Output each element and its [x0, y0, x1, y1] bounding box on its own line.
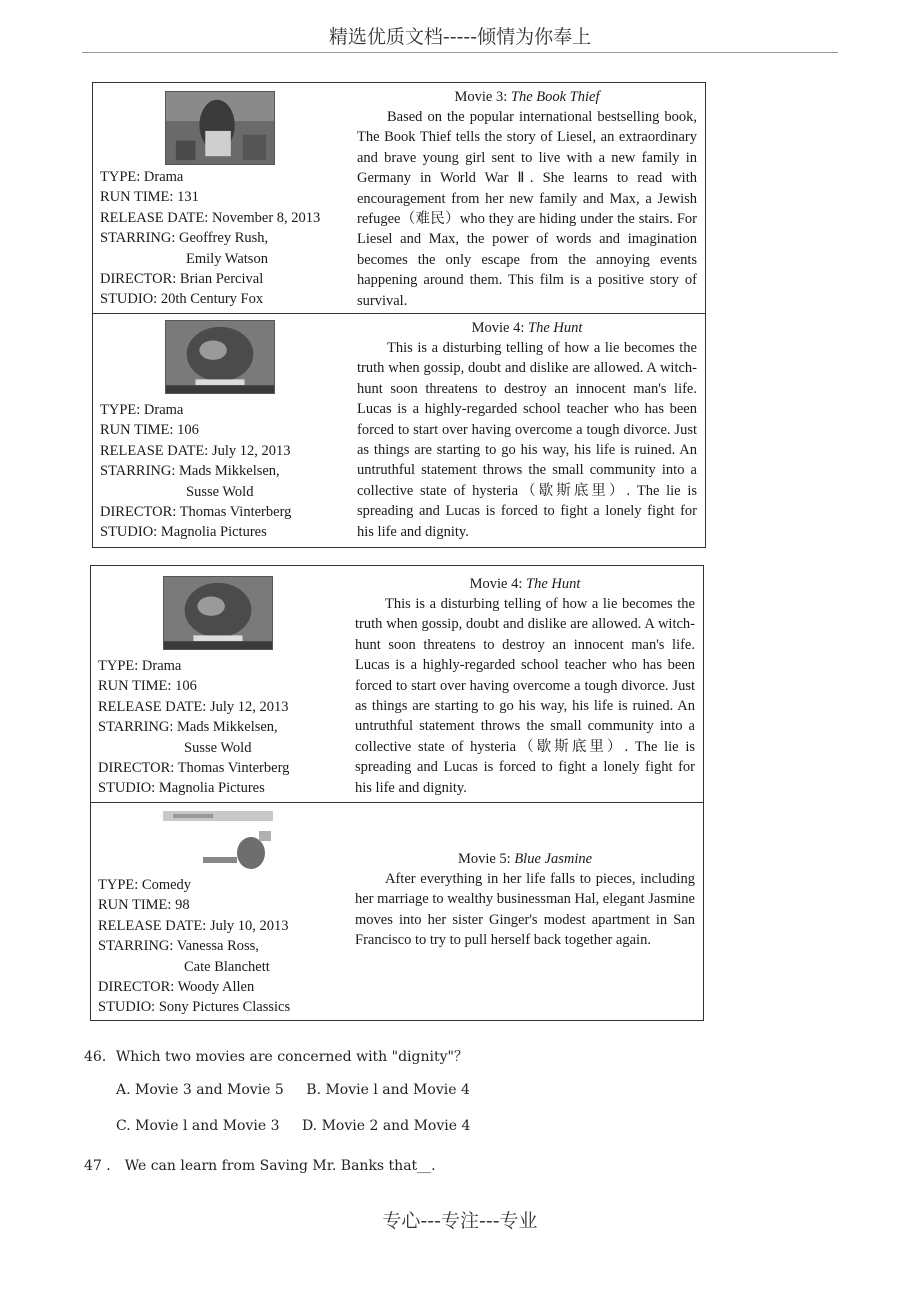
movie-type: TYPE: Drama: [100, 169, 184, 185]
movie-studio: STUDIO: Magnolia Pictures: [98, 780, 265, 797]
movie-title: [355, 574, 695, 594]
question-47: 47 ． We can learn from Saving Mr. Banks that__.: [84, 1158, 436, 1174]
question-46: 46．Which two movies are concerned with "dignity"？: [84, 1049, 468, 1065]
option-d: D. Movie 2 and Movie 4: [301, 1118, 471, 1134]
the-hunt-poster-image: [163, 576, 273, 650]
movie-table-bottom: [90, 565, 704, 1021]
movie-name: The Book Thief: [510, 89, 600, 105]
movie-number: Movie 4:: [471, 320, 528, 336]
movie-title: [357, 318, 697, 338]
page-footer: 专心---专注---专业: [382, 1210, 538, 1232]
movie-type: TYPE: Drama: [98, 658, 182, 674]
movie-number: Movie 5:: [457, 851, 515, 867]
movie-table-top: [92, 82, 706, 548]
movie-run-time: RUN TIME: 131: [100, 189, 199, 206]
movie-number: Movie 3:: [454, 89, 511, 105]
movie-starring-cont: Emily Watson: [186, 250, 268, 267]
movie-type: TYPE: Drama: [100, 402, 184, 418]
movie-studio: STUDIO: Sony Pictures Classics: [98, 999, 291, 1016]
movie-studio: STUDIO: Magnolia Pictures: [100, 524, 267, 541]
movie-summary: This is a disturbing telling of how a lie becomes the truth when gossip, doubt and dislike are allowed. A witch-hunt soon threatens to destroy an innocent man's life. Lucas is a highly-regarded school teacher who has been forced to start over having overcome a tough divorce. Just as things are starting to go his way, his life is ruined. An untruthful statement throws the small community into a collective state of hysteria（歇斯底里）. The lie is spreading and Lucas is forced to fight a lonely fight for his life and dignity.: [357, 340, 697, 540]
movie-number: Movie 4:: [469, 576, 526, 592]
movie-summary-col: [349, 566, 703, 802]
movie-starring: STARRING: Mads Mikkelsen,: [98, 719, 278, 736]
movie-row-blue-jasmine: [91, 802, 703, 1020]
movie-row-book-thief: [93, 83, 705, 313]
movie-type: TYPE: Comedy: [98, 877, 192, 893]
movie-starring-cont: Susse Wold: [184, 739, 252, 756]
movie-row-the-hunt: [91, 566, 703, 802]
movie-details: [100, 167, 320, 310]
movie-starring: STARRING: Mads Mikkelsen,: [100, 463, 280, 480]
question-46-options-row-1: [116, 1082, 488, 1098]
movie-director: DIRECTOR: Thomas Vinterberg: [100, 504, 292, 521]
movie-starring: STARRING: Vanessa Ross,: [98, 938, 259, 955]
movie-summary: Based on the popular international bestselling book, The Book Thief tells the story of Liesel, an extraordinary and brave young girl sent to live with a new family in Germany in World War Ⅱ. She learns to read with encouragement from her new family and Max, a Jewish refugee（难民）who they are hiding under the stairs. For Liesel and Max, the power of words and imagination becomes the only escape from the annoying events happening around them. This film is a positive story of survival.: [357, 109, 697, 309]
movie-release-date: RELEASE DATE: July 12, 2013: [98, 698, 289, 715]
movie-name: Blue Jasmine: [514, 851, 593, 867]
movie-details: [98, 656, 289, 799]
movie-studio: STUDIO: 20th Century Fox: [100, 291, 264, 308]
option-b: B. Movie l and Movie 4: [306, 1082, 470, 1098]
movie-director: DIRECTOR: Woody Allen: [98, 979, 255, 996]
movie-details: [98, 875, 290, 1018]
movie-starring: STARRING: Geoffrey Rush,: [100, 230, 269, 247]
book-thief-poster-image: [165, 91, 275, 165]
movie-title: [357, 87, 697, 107]
movie-release-date: RELEASE DATE: July 12, 2013: [100, 442, 291, 459]
movie-name: The Hunt: [528, 320, 583, 336]
movie-run-time: RUN TIME: 106: [98, 678, 197, 695]
question-46-options-row-2: [116, 1118, 488, 1134]
movie-release-date: RELEASE DATE: November 8, 2013: [100, 209, 321, 226]
movie-summary: This is a disturbing telling of how a lie becomes the truth when gossip, doubt and dislike are allowed. A witch-hunt soon threatens to destroy an innocent man's life. Lucas is a highly-regarded school teacher who has been forced to start over having overcome a tough divorce. Just as things are starting to go his way, his life is ruined. An untruthful statement throws the small community into a collective state of hysteria（歇斯底里）. The lie is spreading and Lucas is forced to fight a lonely fight for his life and dignity.: [355, 596, 695, 796]
movie-starring-cont: Cate Blanchett: [184, 958, 270, 975]
movie-run-time: RUN TIME: 106: [100, 422, 199, 439]
blue-jasmine-poster-image: [163, 811, 273, 875]
movie-summary: After everything in her life falls to pieces, including her marriage to wealthy businessman Hal, elegant Jasmine moves into her sister Ginger's modest apartment in San Francisco to try to pull herself back together again.: [355, 871, 695, 949]
movie-row-the-hunt: [93, 313, 705, 547]
movie-info-col: [91, 566, 349, 802]
movie-title: [355, 849, 695, 869]
page-header: 精选优质文档-----倾情为你奉上: [328, 26, 592, 48]
movie-info-col: [93, 83, 351, 313]
movie-info-col: [91, 803, 349, 1020]
option-c: C. Movie l and Movie 3: [116, 1118, 280, 1134]
movie-name: The Hunt: [526, 576, 581, 592]
option-a: A. Movie 3 and Movie 5: [116, 1082, 284, 1098]
header-rule: [82, 52, 838, 53]
movie-details: [100, 400, 291, 543]
movie-director: DIRECTOR: Brian Percival: [100, 271, 264, 288]
movie-summary-col: [351, 314, 705, 547]
movie-info-col: [93, 314, 351, 547]
movie-release-date: RELEASE DATE: July 10, 2013: [98, 917, 289, 934]
movie-starring-cont: Susse Wold: [186, 483, 254, 500]
the-hunt-poster-image: [165, 320, 275, 394]
movie-director: DIRECTOR: Thomas Vinterberg: [98, 760, 290, 777]
movie-summary-col: [349, 803, 703, 1020]
movie-summary-col: [351, 83, 705, 313]
movie-run-time: RUN TIME: 98: [98, 897, 190, 914]
